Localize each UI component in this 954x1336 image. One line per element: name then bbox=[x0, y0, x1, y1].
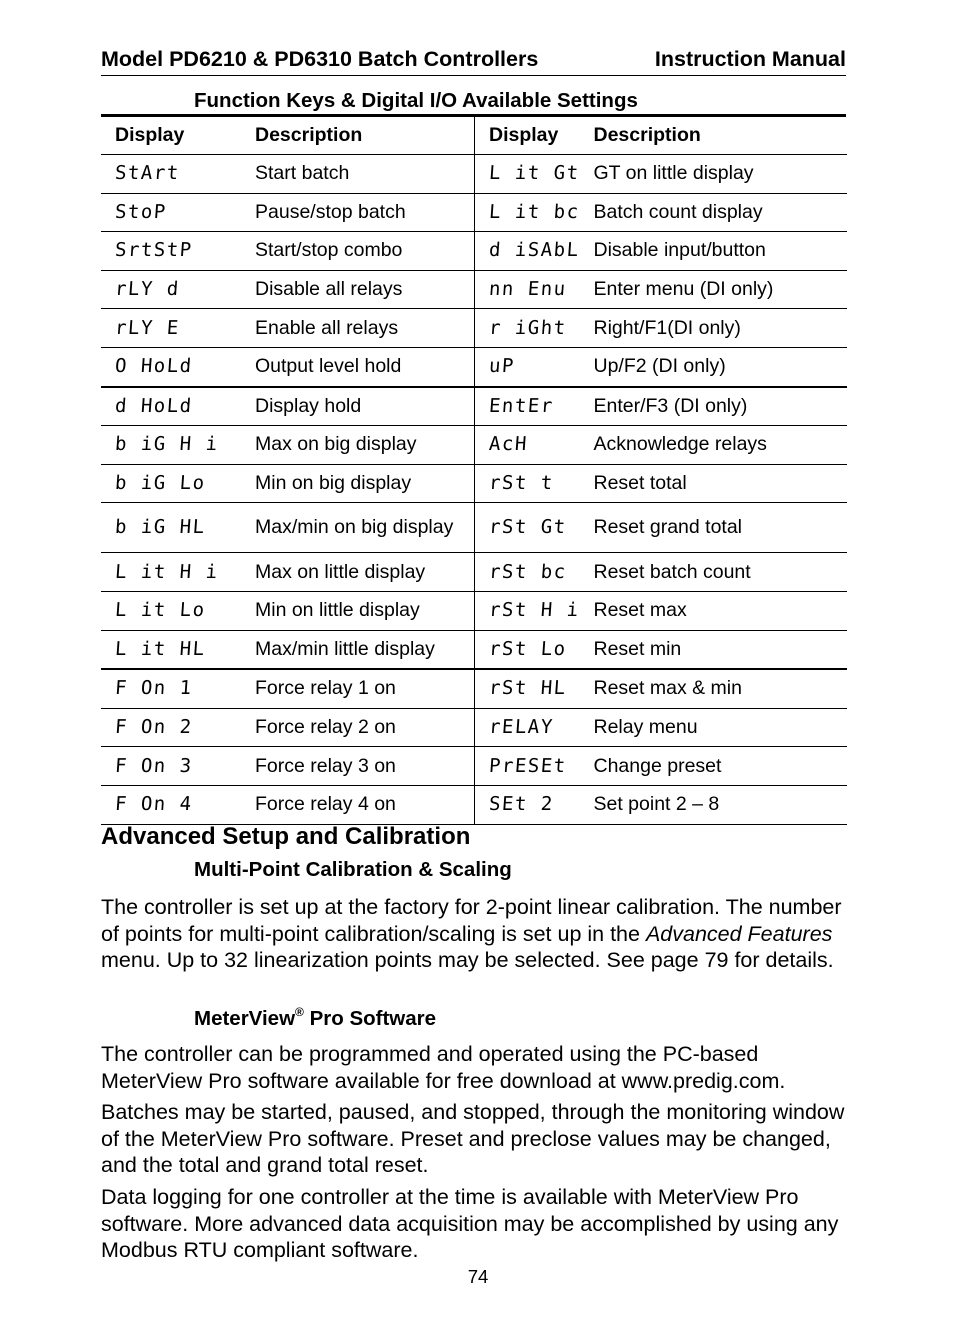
subsection-text: Pro Software bbox=[303, 1007, 437, 1030]
table-cell-description bbox=[594, 270, 847, 309]
section-title: Advanced Setup and Calibration bbox=[101, 823, 471, 850]
table-row bbox=[101, 747, 847, 786]
cell-text: Change preset bbox=[593, 754, 722, 777]
table-cell-display-code bbox=[475, 630, 594, 669]
table-row bbox=[101, 669, 847, 708]
segment-display-text: rSt HL bbox=[488, 677, 568, 700]
segment-display-text: EntEr bbox=[488, 394, 555, 417]
table-cell-display-code bbox=[101, 747, 255, 786]
table-row bbox=[101, 553, 847, 592]
cell-text: Max on big display bbox=[255, 433, 417, 456]
segment-display-text: StoP bbox=[114, 200, 168, 223]
segment-display-text: rLY d bbox=[114, 278, 181, 301]
cell-text: Min on little display bbox=[255, 599, 420, 622]
segment-display-text: b iG Lo bbox=[114, 472, 207, 495]
table-cell-display-code bbox=[101, 785, 255, 824]
table-cell-description bbox=[255, 270, 475, 309]
subsection-title-calibration: Multi-Point Calibration & Scaling bbox=[194, 858, 512, 881]
segment-display-text: L it bc bbox=[488, 200, 581, 223]
cell-text: Reset max & min bbox=[593, 677, 742, 700]
segment-display-text: rSt H i bbox=[488, 599, 581, 622]
table-cell-description bbox=[255, 387, 475, 426]
segment-display-text: d iSAbL bbox=[488, 239, 581, 262]
segment-display-text: O HoLd bbox=[114, 355, 194, 378]
segment-display-text: L it Lo bbox=[114, 599, 207, 622]
cell-text: Max on little display bbox=[255, 560, 426, 583]
header-model-title: Model PD6210 & PD6310 Batch Controllers bbox=[101, 47, 539, 71]
table-cell-display-code bbox=[101, 630, 255, 669]
cell-text: Enable all relays bbox=[255, 316, 399, 339]
table-cell-description bbox=[594, 708, 847, 747]
segment-display-text: b iG H i bbox=[114, 433, 220, 456]
cell-text: Display hold bbox=[255, 394, 362, 417]
table-cell-display-code bbox=[101, 193, 255, 232]
table-cell-description bbox=[594, 347, 847, 386]
table-cell-description bbox=[255, 503, 475, 553]
cell-text: Right/F1(DI only) bbox=[593, 316, 741, 339]
cell-text: Start batch bbox=[255, 162, 350, 185]
col-header-description: Description bbox=[594, 117, 847, 155]
segment-display-text: AcH bbox=[488, 433, 529, 456]
table-cell-display-code bbox=[475, 708, 594, 747]
subsection-text: MeterView bbox=[194, 1007, 296, 1030]
segment-display-text: b iG HL bbox=[114, 516, 207, 539]
cell-text: GT on little display bbox=[593, 162, 754, 185]
table-row bbox=[101, 193, 847, 232]
cell-text: Relay menu bbox=[593, 716, 698, 739]
cell-text: Max/min little display bbox=[255, 637, 435, 660]
segment-display-text: SrtStP bbox=[114, 239, 194, 262]
table-cell-display-code bbox=[475, 270, 594, 309]
function-keys-table bbox=[101, 117, 847, 825]
col-header-display: Display bbox=[475, 117, 594, 155]
table-cell-display-code bbox=[475, 669, 594, 708]
table-cell-description bbox=[255, 464, 475, 503]
paragraph-data-logging: Data logging for one controller at the time is available with MeterView Pro software. More advanced data acquisition may be accomplished by using any Modbus RTU compliant software. bbox=[101, 1185, 839, 1262]
paragraph-text: menu. Up to 32 linearization points may be selected. See page 79 for details. bbox=[101, 948, 834, 972]
segment-display-text: rSt Lo bbox=[488, 637, 568, 660]
paragraph-batch-monitoring: Batches may be started, paused, and stopped, through the monitoring window of the MeterView Pro software. Preset and preclose values may be changed, and the total and grand total reset. bbox=[101, 1100, 845, 1177]
segment-display-text: PrESEt bbox=[488, 754, 568, 777]
table-cell-display-code bbox=[475, 464, 594, 503]
cell-text: Up/F2 (DI only) bbox=[593, 355, 726, 378]
table-cell-display-code bbox=[475, 553, 594, 592]
table-cell-display-code bbox=[101, 155, 255, 194]
table-cell-display-code bbox=[101, 708, 255, 747]
table-cell-description bbox=[255, 309, 475, 348]
segment-display-text: uP bbox=[488, 355, 516, 378]
table-cell-description bbox=[255, 747, 475, 786]
table-row bbox=[101, 309, 847, 348]
cell-text: Force relay 1 on bbox=[255, 677, 396, 700]
table-cell-display-code bbox=[475, 193, 594, 232]
table-cell-description bbox=[255, 591, 475, 630]
table-body bbox=[101, 155, 847, 825]
registered-mark: ® bbox=[295, 1005, 304, 1019]
table-cell-description bbox=[594, 193, 847, 232]
table-row bbox=[101, 708, 847, 747]
paragraph-calibration bbox=[101, 894, 846, 974]
table-row bbox=[101, 630, 847, 669]
table-row bbox=[101, 155, 847, 194]
segment-display-text: rSt t bbox=[488, 472, 555, 495]
segment-display-text: F On 2 bbox=[114, 716, 194, 739]
table-cell-display-code bbox=[475, 347, 594, 386]
table-cell-display-code bbox=[101, 464, 255, 503]
table-cell-display-code bbox=[101, 387, 255, 426]
table-cell-display-code bbox=[475, 591, 594, 630]
table-cell-description bbox=[255, 232, 475, 271]
table-row bbox=[101, 785, 847, 824]
table-cell-display-code bbox=[475, 747, 594, 786]
cell-text: Enter/F3 (DI only) bbox=[593, 394, 748, 417]
table-row bbox=[101, 270, 847, 309]
table-cell-display-code bbox=[101, 347, 255, 386]
segment-display-text: rSt bc bbox=[488, 560, 568, 583]
cell-text: Disable input/button bbox=[593, 239, 766, 262]
segment-display-text: L it H i bbox=[114, 560, 220, 583]
segment-display-text: F On 1 bbox=[114, 677, 194, 700]
table-cell-display-code bbox=[101, 503, 255, 553]
col-header-description: Description bbox=[255, 117, 475, 155]
paragraph-meterview-intro: The controller can be programmed and operated using the PC-based MeterView Pro software available for free download at www.predig.com. bbox=[101, 1042, 786, 1093]
segment-display-text: nn Enu bbox=[488, 278, 568, 301]
segment-display-text: r iGht bbox=[488, 316, 568, 339]
table-cell-description bbox=[255, 630, 475, 669]
table-cell-display-code bbox=[475, 232, 594, 271]
table-cell-display-code bbox=[101, 309, 255, 348]
table-title: Function Keys & Digital I/O Available Settings bbox=[194, 89, 638, 112]
table-cell-description bbox=[594, 155, 847, 194]
cell-text: Force relay 4 on bbox=[255, 793, 396, 816]
paragraph-emphasis: Advanced Features bbox=[645, 921, 833, 946]
table-cell-description bbox=[594, 232, 847, 271]
cell-text: Enter menu (DI only) bbox=[593, 278, 774, 301]
table-cell-description bbox=[255, 553, 475, 592]
table-row bbox=[101, 503, 847, 553]
table-row bbox=[101, 387, 847, 426]
col-header-display: Display bbox=[101, 117, 255, 155]
cell-text: Reset total bbox=[593, 472, 687, 495]
cell-text: Min on big display bbox=[255, 472, 412, 495]
cell-text: Output level hold bbox=[255, 355, 402, 378]
running-header bbox=[101, 47, 846, 76]
table-cell-description bbox=[594, 553, 847, 592]
table-cell-description bbox=[255, 708, 475, 747]
table-row bbox=[101, 426, 847, 465]
cell-text: Force relay 2 on bbox=[255, 716, 396, 739]
table-cell-description bbox=[255, 155, 475, 194]
table-cell-description bbox=[594, 464, 847, 503]
segment-display-text: SEt 2 bbox=[488, 793, 555, 816]
table-cell-description bbox=[594, 426, 847, 465]
table-cell-description bbox=[594, 785, 847, 824]
page-number: 74 bbox=[467, 1266, 489, 1287]
segment-display-text: F On 3 bbox=[114, 754, 194, 777]
header-manual-label: Instruction Manual bbox=[654, 47, 846, 71]
cell-text: Reset min bbox=[593, 637, 682, 660]
segment-display-text: StArt bbox=[114, 162, 181, 185]
segment-display-text: rLY E bbox=[114, 316, 181, 339]
table-cell-description bbox=[594, 387, 847, 426]
segment-display-text: L it Gt bbox=[488, 162, 581, 185]
table-cell-display-code bbox=[101, 270, 255, 309]
table-row bbox=[101, 347, 847, 386]
table-cell-description bbox=[594, 591, 847, 630]
table-cell-display-code bbox=[101, 232, 255, 271]
table-cell-display-code bbox=[101, 669, 255, 708]
table-cell-display-code bbox=[101, 553, 255, 592]
cell-text: Reset max bbox=[593, 599, 687, 622]
table-cell-description bbox=[255, 669, 475, 708]
table-cell-description bbox=[594, 309, 847, 348]
table-cell-description bbox=[594, 503, 847, 553]
table-cell-description bbox=[594, 669, 847, 708]
table-header-row bbox=[101, 117, 847, 155]
paragraph-text: The controller is set up at the factory for 2-point linear calibration. The number of points for multi-point calibration/scaling is set up in the bbox=[101, 895, 842, 946]
table-row bbox=[101, 591, 847, 630]
cell-text: Start/stop combo bbox=[255, 239, 403, 262]
cell-text: Max/min on big display bbox=[255, 516, 454, 539]
cell-text: Reset batch count bbox=[593, 560, 751, 583]
table-cell-display-code bbox=[475, 387, 594, 426]
cell-text: Reset grand total bbox=[593, 516, 743, 539]
cell-text: Acknowledge relays bbox=[593, 433, 767, 456]
table-cell-display-code bbox=[475, 155, 594, 194]
table-cell-display-code bbox=[475, 785, 594, 824]
table-cell-display-code bbox=[475, 309, 594, 348]
segment-display-text: L it HL bbox=[114, 637, 207, 660]
table-cell-description bbox=[255, 785, 475, 824]
cell-text: Disable all relays bbox=[255, 278, 403, 301]
table-cell-display-code bbox=[475, 426, 594, 465]
segment-display-text: rELAY bbox=[488, 716, 555, 739]
table-cell-description bbox=[255, 193, 475, 232]
table-cell-display-code bbox=[101, 591, 255, 630]
cell-text: Set point 2 – 8 bbox=[593, 793, 720, 816]
table-cell-display-code bbox=[475, 503, 594, 553]
table-cell-description bbox=[255, 426, 475, 465]
segment-display-text: d HoLd bbox=[114, 394, 194, 417]
segment-display-text: rSt Gt bbox=[488, 516, 568, 539]
table-cell-description bbox=[594, 630, 847, 669]
table-cell-description bbox=[594, 747, 847, 786]
table-cell-description bbox=[255, 347, 475, 386]
table-row bbox=[101, 464, 847, 503]
table-cell-display-code bbox=[101, 426, 255, 465]
table-row bbox=[101, 232, 847, 271]
cell-text: Pause/stop batch bbox=[255, 200, 406, 223]
cell-text: Force relay 3 on bbox=[255, 754, 396, 777]
cell-text: Batch count display bbox=[593, 200, 763, 223]
subsection-title-meterview bbox=[194, 1005, 436, 1031]
segment-display-text: F On 4 bbox=[114, 793, 194, 816]
